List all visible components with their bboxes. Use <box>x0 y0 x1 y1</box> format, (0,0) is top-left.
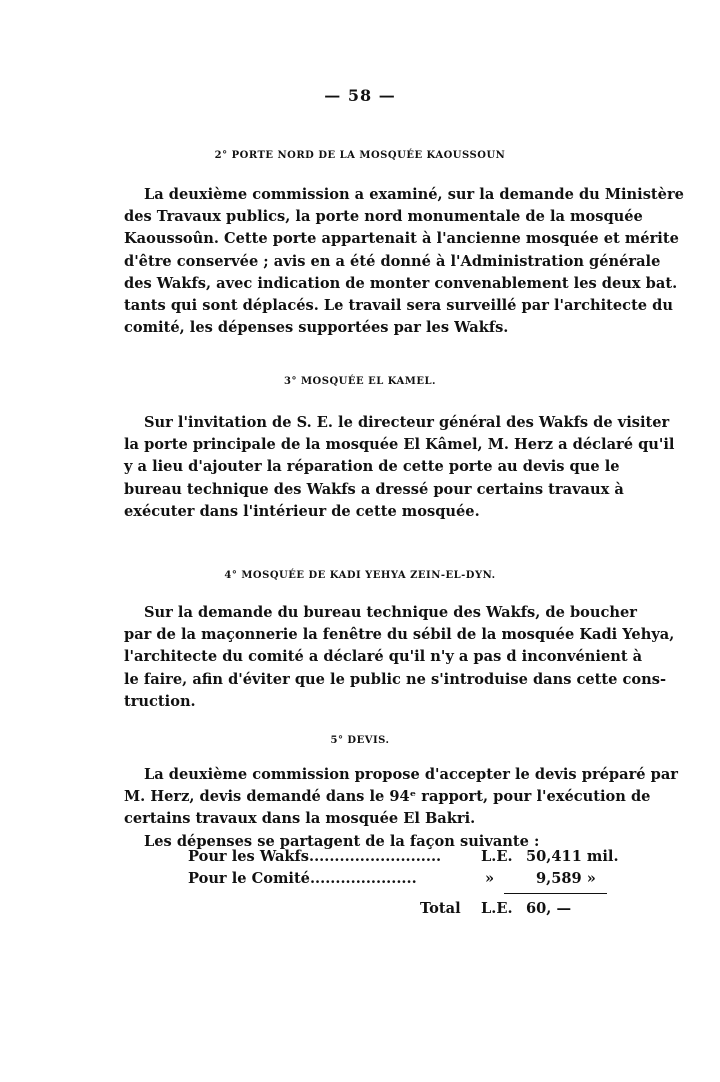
text-line: l'architecte du comité a déclaré qu'il n'y a pas d inconvénient à <box>124 648 643 666</box>
text-line: certains travaux dans la mosquée El Bakri. <box>124 810 476 828</box>
paragraph-porte-nord <box>124 184 684 339</box>
section-heading-kadi-yehya: 4° MOSQUÉE DE KADI YEHYA ZEIN-EL-DYN. <box>224 570 496 581</box>
text-line: Sur l'invitation de S. E. le directeur général des Wakfs de visiter <box>144 414 670 431</box>
text-line: M. Herz, devis demandé dans le 94ᵉ rapport, pour l'exécution de <box>124 788 651 806</box>
section-heading-el-kamel: 3° MOSQUÉE EL KAMEL. <box>284 376 436 387</box>
text-line: bureau technique des Wakfs a dressé pour certains travaux à <box>124 480 624 498</box>
text-line: exécuter dans l'intérieur de cette mosquée. <box>124 502 480 520</box>
text-line: d'être conservée ; avis en a été donné à l'Administration générale <box>124 252 661 270</box>
total-currency: L.E. <box>481 900 513 917</box>
cost-label: Pour les Wakfs.......................... <box>188 848 442 865</box>
text-line: tants qui sont déplacés. Le travail sera surveillé par l'architecte du <box>124 297 673 315</box>
text-line: des Travaux publics, la porte nord monumentale de la mosquée <box>124 208 643 226</box>
paragraph-kadi-yehya <box>124 602 675 713</box>
cost-label: Pour le Comité..................... <box>188 870 417 887</box>
cost-currency: L.E. <box>481 848 513 865</box>
cost-amount: 9,589 » <box>536 870 596 887</box>
text-line: truction. <box>124 692 196 710</box>
page-number: — 58 — <box>324 86 396 105</box>
total-amount: 60, — <box>526 900 572 917</box>
total-label: Total <box>420 900 461 917</box>
cost-amount: 50,411 mil. <box>526 848 619 865</box>
text-line: y a lieu d'ajouter la réparation de cette porte au devis que le <box>124 458 620 476</box>
section-heading-porte-nord: 2° PORTE NORD DE LA MOSQUÉE KAOUSSOUN <box>214 150 506 161</box>
text-line: comité, les dépenses supportées par les Wakfs. <box>124 319 509 337</box>
text-line: Kaoussoûn. Cette porte appartenait à l'ancienne mosquée et mérite <box>124 230 679 248</box>
cost-currency: » <box>485 870 495 887</box>
text-line: La deuxième commission propose d'accepter le devis préparé par <box>144 766 678 783</box>
text-line: Les dépenses se partagent de la façon suivante : <box>144 832 540 850</box>
paragraph-el-kamel <box>124 412 675 523</box>
text-line: des Wakfs, avec indication de monter convenablement les deux bat. <box>124 274 678 292</box>
text-line: le faire, afin d'éviter que le public ne s'introduise dans cette cons- <box>124 670 667 688</box>
paragraph-devis <box>124 764 678 853</box>
text-line: la porte principale de la mosquée El Kâmel, M. Herz a déclaré qu'il <box>124 436 675 454</box>
text-line: La deuxième commission a examiné, sur la demande du Ministère <box>144 186 684 203</box>
text-line: Sur la demande du bureau technique des Wakfs, de boucher <box>144 604 637 621</box>
text-line: par de la maçonnerie la fenêtre du sébil de la mosquée Kadi Yehya, <box>124 626 675 644</box>
section-heading-devis: 5° DEVIS. <box>330 735 390 746</box>
total-rule <box>504 893 607 894</box>
